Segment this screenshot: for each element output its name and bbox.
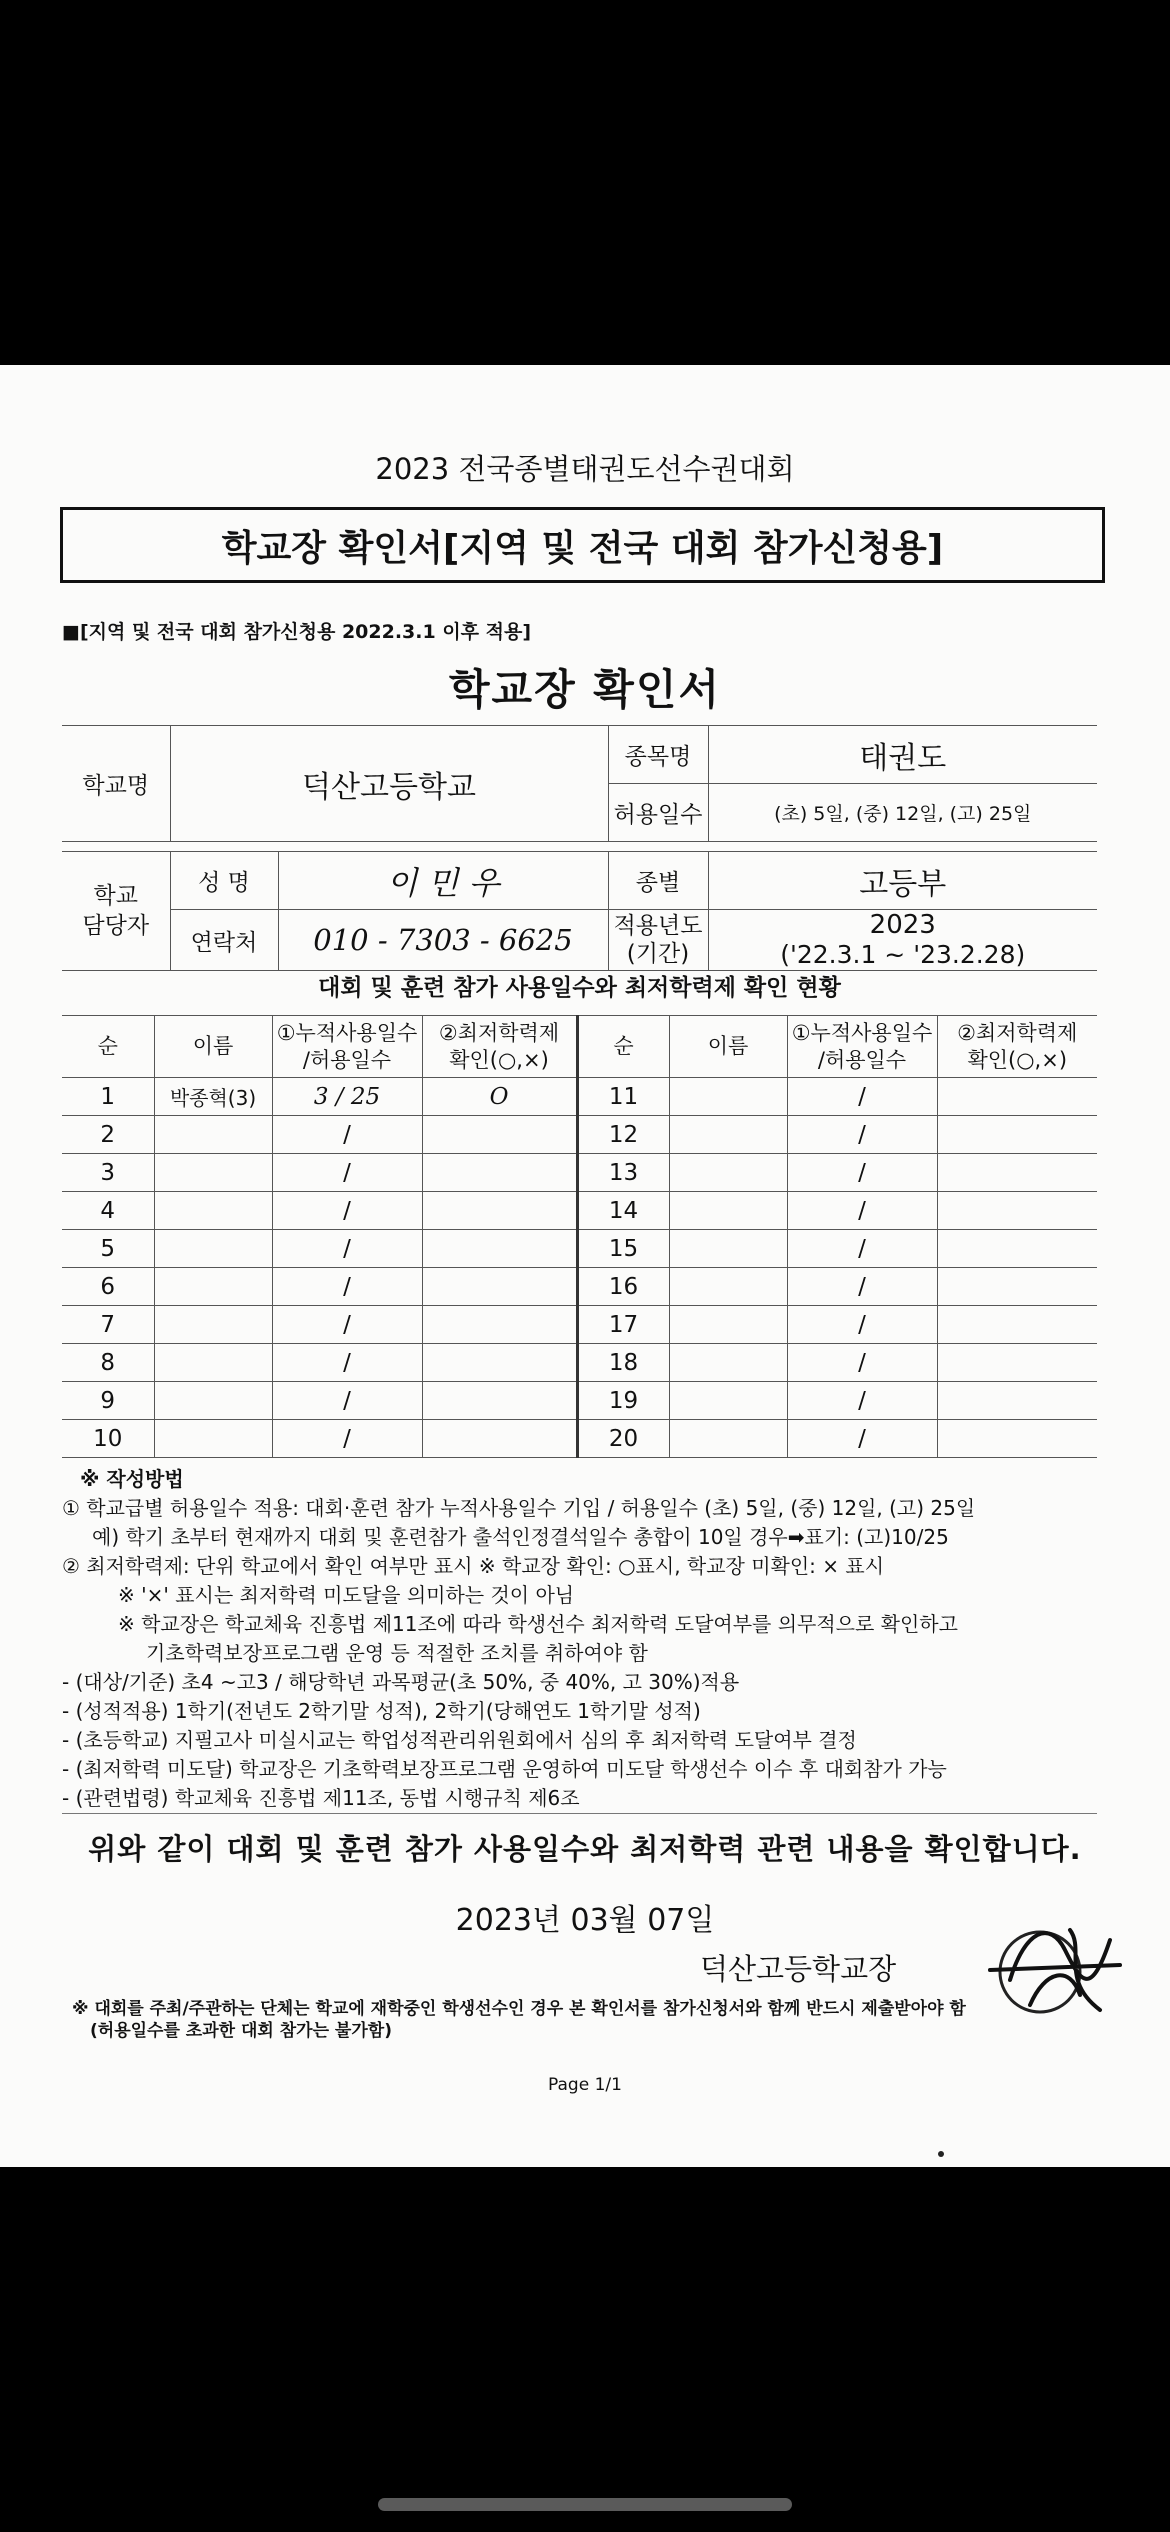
page-number: Page 1/1 [548,2075,622,2095]
row-check [937,1192,1097,1230]
row-name [154,1344,272,1382]
allowed-days-label: 허용일수 [608,784,708,842]
mark-dot [938,2151,944,2157]
method-line: - (관련법령) 학교체육 진흥법 제11조, 동법 시행규칙 제6조 [62,1786,580,1810]
row-no: 8 [62,1344,154,1382]
row-no: 19 [577,1382,669,1420]
row-check [422,1154,577,1192]
method-line: - (대상/기준) 초4 ~고3 / 해당학년 과목평균(초 50%, 중 40%, 고 30%)적용 [62,1670,740,1694]
principal-title: 덕산고등학교장 [700,1952,897,1986]
division-label: 종별 [608,852,708,910]
year-value: 2023 [869,910,936,940]
row-days: / [272,1116,422,1154]
method-line: - (성적적용) 1학기(전년도 2학기말 성적), 2학기(당해연도 1학기말 성적) [62,1699,701,1723]
row-name [669,1192,787,1230]
method-line: ※ 학교장은 학교체육 진흥법 제11조에 따라 학생선수 최저학력 도달여부를 의무적으로 확인하고 [118,1612,958,1636]
row-days: / [272,1344,422,1382]
row-check [422,1192,577,1230]
row-days: / [272,1268,422,1306]
header-name: 이름 [669,1016,787,1078]
row-name [154,1306,272,1344]
row-no: 16 [577,1268,669,1306]
row-check [422,1382,577,1420]
row-check [422,1268,577,1306]
footnote-line: (허용일수를 초과한 대회 참가는 불가함) [90,2021,392,2041]
usage-section-title: 대회 및 훈련 참가 사용일수와 최저학력제 확인 현황 [318,975,841,1001]
row-check [422,1420,577,1458]
row-name [669,1344,787,1382]
header-no: 순 [577,1016,669,1078]
row-check [937,1268,1097,1306]
confirmation-statement: 위와 같이 대회 및 훈련 참가 사용일수와 최저학력 관련 내용을 확인합니다. [88,1832,1082,1866]
header-check: ②최저학력제 확인(○,×) [422,1016,577,1078]
school-info-table [62,725,1097,971]
year-label: 적용년도 (기간) [608,910,708,971]
row-check [937,1116,1097,1154]
method-line: 예) 학기 초부터 현재까지 대회 및 훈련참가 출석인정결석일수 총합이 10일 경우➡표기: (고)10/25 [92,1525,949,1549]
row-check [422,1230,577,1268]
document-title: 학교장 확인서[지역 및 전국 대회 참가신청용] [221,527,944,569]
row-no: 9 [62,1382,154,1420]
school-name-label: 학교명 [62,726,170,842]
staff-label: 학교 담당자 [62,852,170,971]
header-days: ①누적사용일수 /허용일수 [272,1016,422,1078]
home-indicator[interactable] [378,2498,792,2511]
row-name [669,1306,787,1344]
usage-row [62,1268,1097,1306]
row-days: / [787,1230,937,1268]
row-name [669,1230,787,1268]
header-days: ①누적사용일수 /허용일수 [787,1016,937,1078]
row-name [669,1078,787,1116]
usage-row [62,1306,1097,1344]
row-name [669,1154,787,1192]
row-no: 7 [62,1306,154,1344]
usage-row [62,1078,1097,1116]
usage-row [62,1192,1097,1230]
divider [62,1813,1097,1814]
row-days: / [272,1230,422,1268]
sport-label: 종목명 [608,726,708,784]
row-no: 3 [62,1154,154,1192]
row-days: / [272,1382,422,1420]
event-title: 2023 전국종별태권도선수권대회 [375,452,795,486]
year-period-cell [708,910,1097,971]
row-no: 12 [577,1116,669,1154]
sport-value: 태권도 [708,726,1097,784]
row-no: 11 [577,1078,669,1116]
row-days: / [787,1382,937,1420]
row-check [937,1306,1097,1344]
row-days: / [272,1192,422,1230]
staff-name-value: 이 민 우 [278,852,608,910]
row-check: O [422,1078,577,1116]
row-days: / [787,1420,937,1458]
row-days: 3 / 25 [272,1078,422,1116]
row-days: / [787,1268,937,1306]
row-days: / [272,1420,422,1458]
row-no: 2 [62,1116,154,1154]
row-name [669,1268,787,1306]
row-days: / [787,1154,937,1192]
usage-row [62,1420,1097,1458]
usage-header-row [62,1016,1097,1078]
row-name [669,1420,787,1458]
method-line: - (최저학력 미도달) 학교장은 기초학력보장프로그램 운영하여 미도달 학생선수 이수 후 대회참가 가능 [62,1757,947,1781]
row-name [154,1116,272,1154]
contact-value: 010 - 7303 - 6625 [278,910,608,971]
row-days: / [787,1116,937,1154]
row-name [154,1268,272,1306]
usage-row [62,1230,1097,1268]
method-line: - (초등학교) 지필고사 미실시교는 학업성적관리위원회에서 심의 후 최저학력 도달여부 결정 [62,1728,857,1752]
row-no: 1 [62,1078,154,1116]
row-no: 10 [62,1420,154,1458]
allowed-days-value: (초) 5일, (중) 12일, (고) 25일 [708,784,1097,842]
header-name: 이름 [154,1016,272,1078]
row-no: 5 [62,1230,154,1268]
row-name [669,1382,787,1420]
row-check [937,1420,1097,1458]
header-no: 순 [62,1016,154,1078]
row-check [422,1116,577,1154]
staff-name-label: 성 명 [170,852,278,910]
usage-table [62,1015,1097,1458]
row-check [937,1230,1097,1268]
method-line: ② 최저학력제: 단위 학교에서 확인 여부만 표시 ※ 학교장 확인: ○표시, 학교장 미확인: × 표시 [62,1554,885,1578]
row-check [937,1344,1097,1382]
usage-row [62,1382,1097,1420]
row-name: 박종혁(3) [154,1078,272,1116]
row-days: / [272,1306,422,1344]
row-name [154,1420,272,1458]
table-gap [62,842,1097,852]
school-name-value: 덕산고등학교 [170,726,608,842]
row-no: 14 [577,1192,669,1230]
form-title: 학교장 확인서 [448,665,722,714]
row-check [937,1078,1097,1116]
footnote-line: ※ 대회를 주최/주관하는 단체는 학교에 재학중인 학생선수인 경우 본 확인서를 참가신청서와 함께 반드시 제출받아야 함 [72,1999,966,2019]
row-no: 13 [577,1154,669,1192]
usage-row [62,1154,1097,1192]
document-date: 2023년 03월 07일 [455,1903,715,1938]
writing-method [62,1465,1122,1813]
notice-line: ■[지역 및 전국 대회 참가신청용 2022.3.1 이후 적용] [62,621,532,643]
row-days: / [787,1192,937,1230]
header-check: ②최저학력제 확인(○,×) [937,1016,1097,1078]
footnote [72,1998,1112,2042]
contact-label: 연락처 [170,910,278,971]
method-line: 기초학력보장프로그램 운영 등 적절한 조치를 취하여야 함 [146,1641,648,1665]
row-check [937,1154,1097,1192]
row-days: / [787,1306,937,1344]
row-check [422,1344,577,1382]
row-check [937,1382,1097,1420]
usage-row [62,1116,1097,1154]
document-title-box [60,507,1105,583]
row-days: / [787,1344,937,1382]
usage-row [62,1344,1097,1382]
row-days: / [787,1078,937,1116]
division-value: 고등부 [708,852,1097,910]
row-check [422,1306,577,1344]
period-value: ('22.3.1 ~ '23.2.28) [780,940,1026,969]
row-no: 4 [62,1192,154,1230]
method-line: ① 학교급별 허용일수 적용: 대회·훈련 참가 누적사용일수 기입 / 허용일수 (초) 5일, (중) 12일, (고) 25일 [62,1496,976,1520]
row-name [669,1116,787,1154]
row-no: 6 [62,1268,154,1306]
document-page [0,365,1170,2167]
row-no: 20 [577,1420,669,1458]
row-name [154,1154,272,1192]
row-no: 18 [577,1344,669,1382]
method-line: ※ '×' 표시는 최저학력 미도달을 의미하는 것이 아님 [118,1583,575,1607]
row-days: / [272,1154,422,1192]
row-name [154,1382,272,1420]
row-name [154,1192,272,1230]
row-name [154,1230,272,1268]
method-title: ※ 작성방법 [80,1467,184,1491]
row-no: 17 [577,1306,669,1344]
row-no: 15 [577,1230,669,1268]
